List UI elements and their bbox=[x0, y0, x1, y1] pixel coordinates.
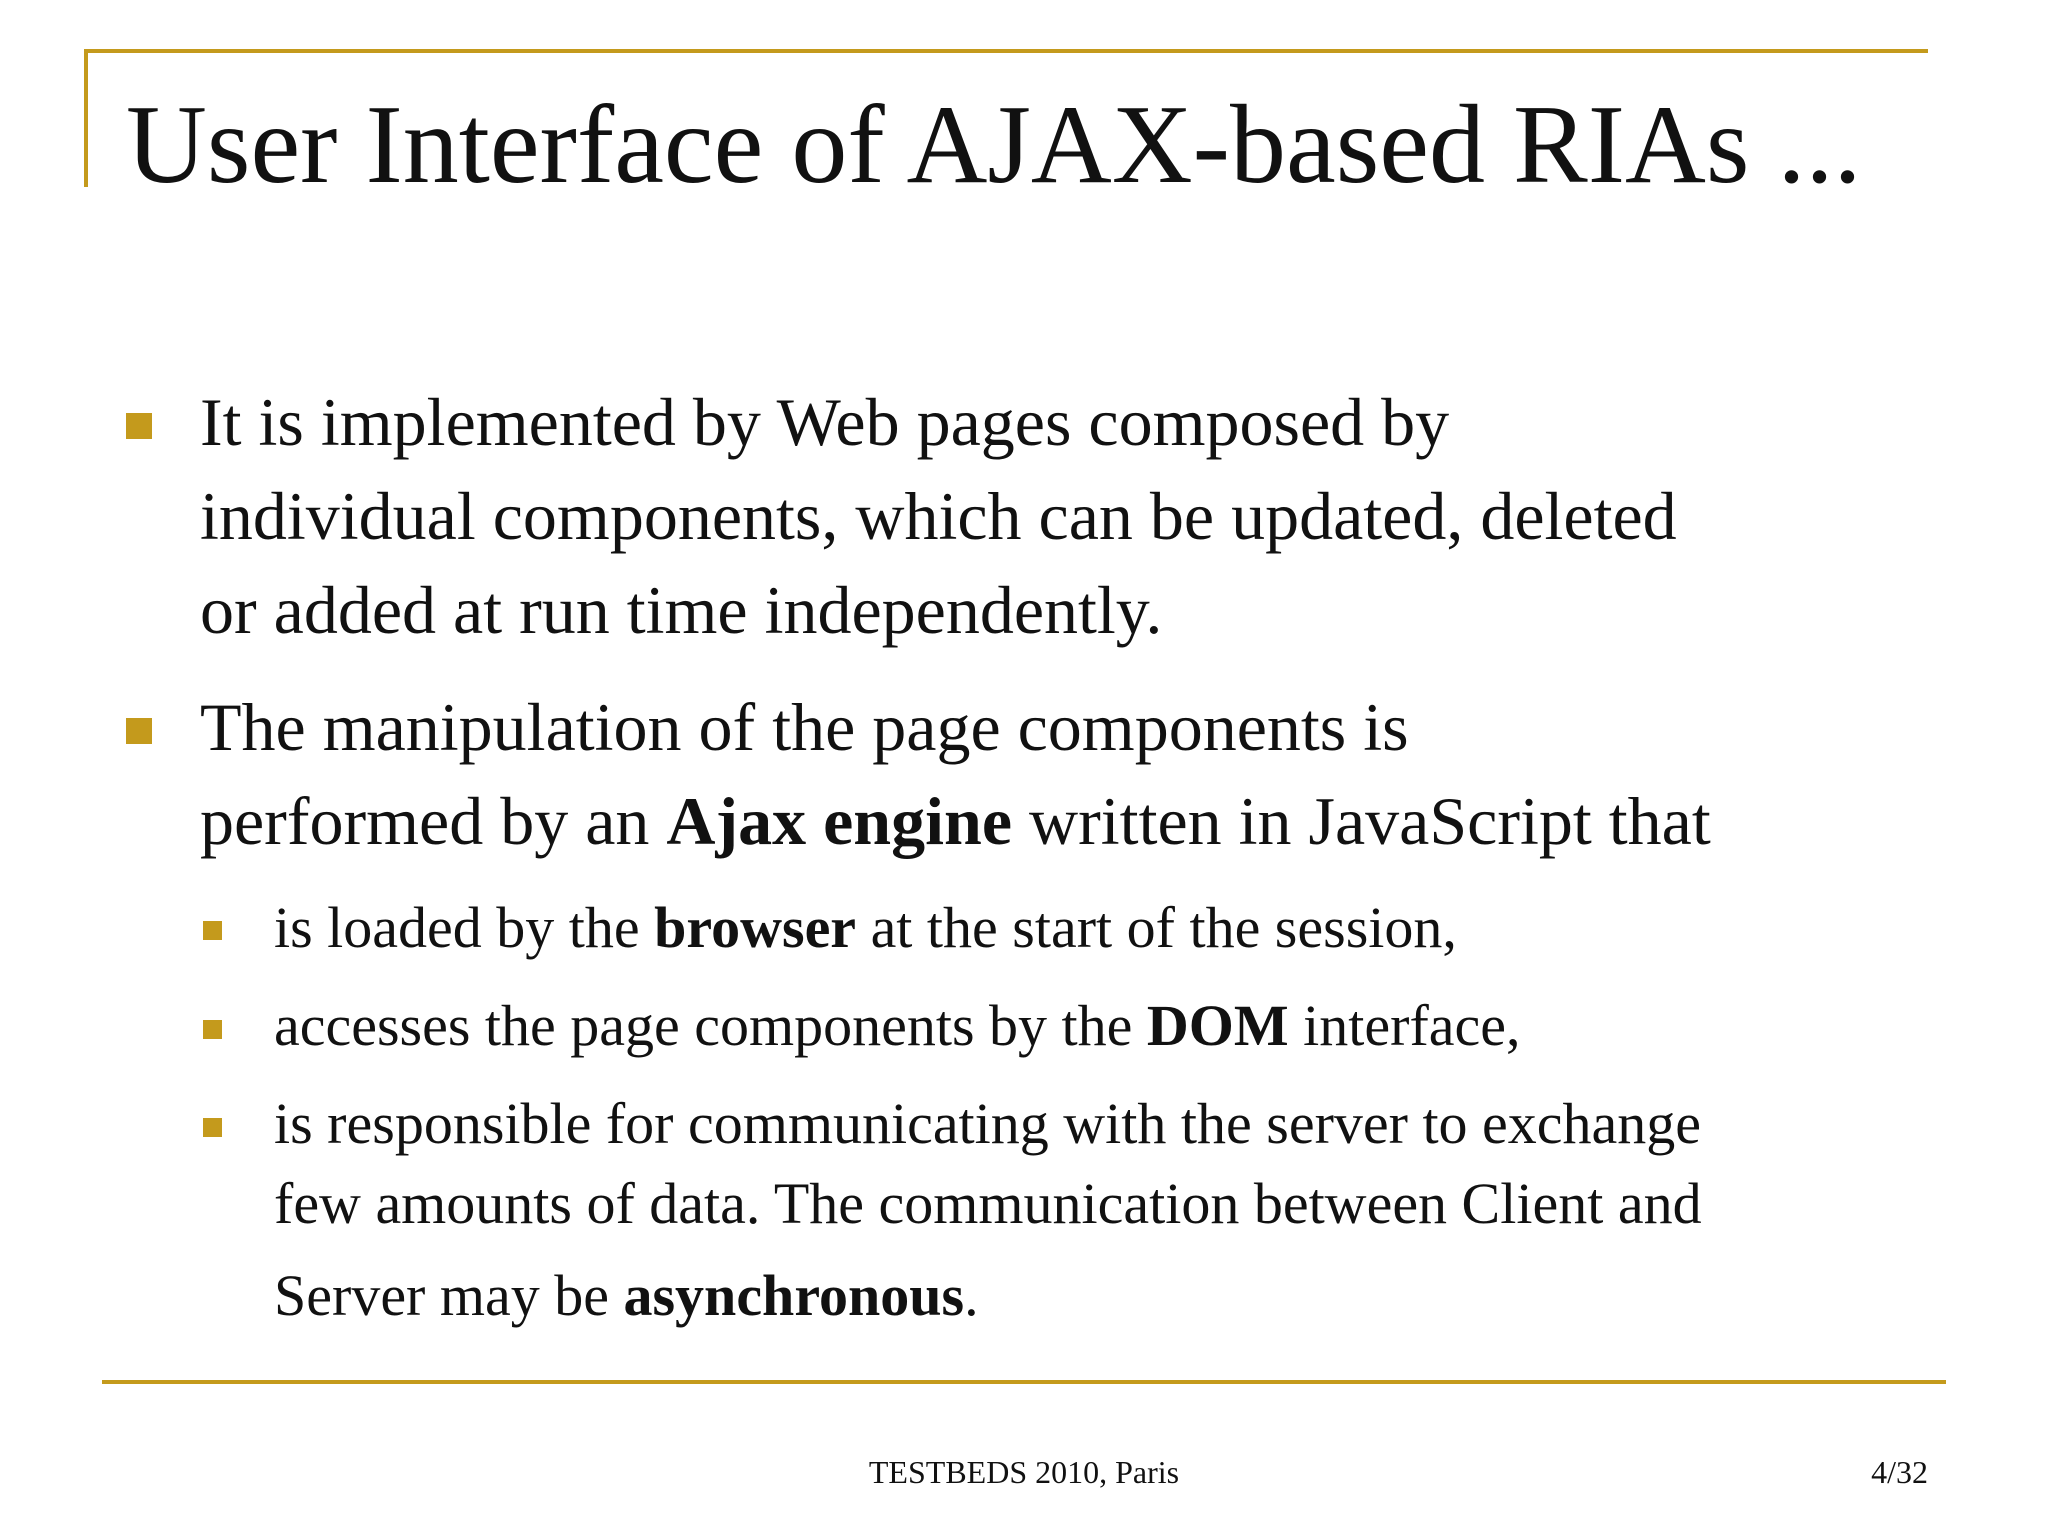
browser-term: browser bbox=[654, 895, 857, 960]
sub-bullet-2-marker bbox=[203, 1020, 222, 1039]
bullet-2-marker bbox=[126, 718, 152, 744]
dom-term: DOM bbox=[1146, 993, 1289, 1058]
bullet-1-line-3: or added at run time independently. bbox=[200, 572, 1163, 648]
title-left-rule bbox=[84, 49, 88, 187]
sub-bullet-1-pre: is loaded by the bbox=[274, 895, 655, 960]
bullet-2-line-2-pre: performed by an bbox=[200, 783, 667, 859]
ajax-engine-term: Ajax engine bbox=[666, 783, 1013, 859]
sub-bullet-1-text bbox=[274, 888, 1457, 968]
bullet-2-line-2-post: written in JavaScript that bbox=[1012, 783, 1711, 859]
sub-bullet-3-line-3-pre: Server may be bbox=[274, 1263, 624, 1328]
bullet-1-line-1: It is implemented by Web pages composed by bbox=[200, 384, 1450, 460]
sub-bullet-2-text bbox=[274, 986, 1521, 1066]
slide-title: User Interface of AJAX-based RIAs ... bbox=[126, 83, 1862, 207]
bullet-2-line-2 bbox=[200, 774, 1711, 868]
bullet-2-line-1: The manipulation of the page components is bbox=[200, 689, 1409, 765]
footer-rule bbox=[102, 1380, 1946, 1384]
sub-bullet-2-post: interface, bbox=[1288, 993, 1521, 1058]
sub-bullet-3-line-3 bbox=[274, 1256, 979, 1336]
sub-bullet-2-pre: accesses the page components by the bbox=[274, 993, 1147, 1058]
sub-bullet-1-post: at the start of the session, bbox=[856, 895, 1457, 960]
bullet-1-line-2: individual components, which can be updated, deleted bbox=[200, 478, 1677, 554]
sub-bullet-3-line-2: few amounts of data. The communication between Client and bbox=[274, 1171, 1702, 1236]
sub-bullet-3-marker bbox=[203, 1118, 222, 1137]
sub-bullet-1-marker bbox=[203, 921, 222, 940]
footer-event: TESTBEDS 2010, Paris bbox=[868, 1454, 1180, 1490]
title-top-rule bbox=[84, 49, 1928, 53]
asynchronous-term: asynchronous bbox=[623, 1263, 965, 1328]
sub-bullet-3-line-1: is responsible for communicating with the server to exchange bbox=[274, 1091, 1702, 1156]
page-number: 4/32 bbox=[1871, 1454, 1928, 1490]
bullet-1-marker bbox=[126, 413, 152, 439]
sub-bullet-3-line-3-post: . bbox=[964, 1263, 979, 1328]
